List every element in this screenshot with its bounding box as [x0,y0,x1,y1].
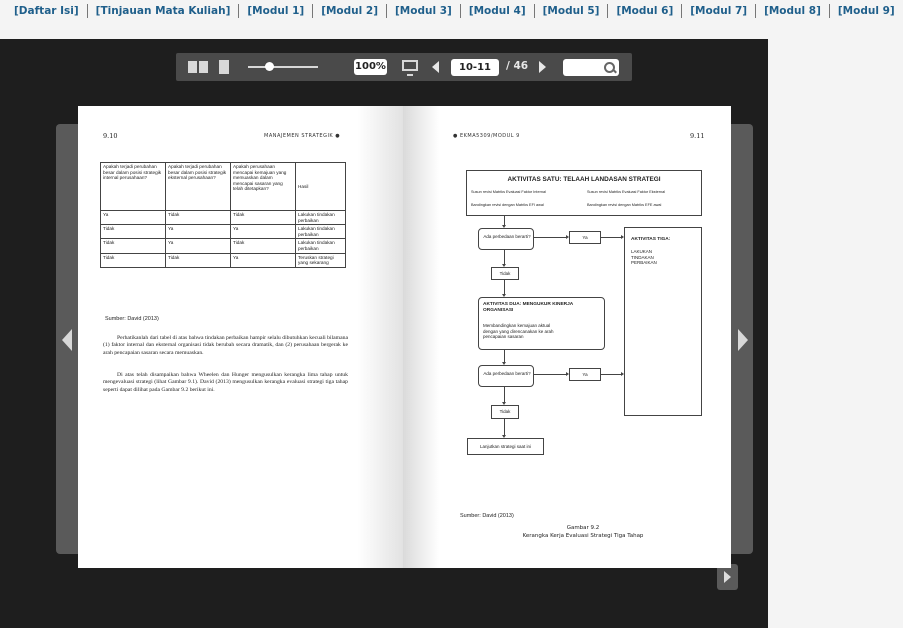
table-header: Apakah perusahaan mencapai kemajuan yang memuaskan dalam mencapai sasaran yang telah ditetapkan? [231,163,296,211]
arrow-head [621,372,624,376]
end-label: Lanjutkan strategi saat ini [479,444,532,449]
end-box [467,438,544,455]
body-paragraph: Perhatikanlah dari tabel di atas bahwa tindakan perbaikan hampir selalu dibutuhkan kecuali bilamana (1) faktor internal dan eksternal organisasi tidak berubah secara dramatik, dan (2) perusahaan bergerak ke arah pencapaian sasaran secara memuaskan. [103,335,348,356]
table-header-row [101,163,346,211]
left-page [78,106,403,568]
table-cell: Ya [231,225,296,239]
no-box [491,267,519,280]
flipbook-viewer [0,39,768,628]
table-header: Apakah terjadi perubahan besar dalam posisi strategik internal perusahaan? [101,163,166,211]
zoom-slider-handle[interactable] [265,62,274,71]
running-head-left: MANAJEMEN STRATEGIK ● [264,133,341,139]
table-header: Apakah terjadi perubahan besar dalam posisi strategik eksternal perusahaan? [166,163,231,211]
decision-text: Ada perbedaan berarti? [483,371,531,376]
table-cell: Lakukan tindakan perbaikan [296,225,346,239]
table-cell: Tidak [101,253,166,267]
yes-box [569,368,601,381]
fullscreen-icon[interactable] [402,60,418,71]
activity-one-title: AKTIVITAS SATU: TELAAH LANDASAN STRATEGI [507,176,661,183]
table-cell: Lakukan tindakan perbaikan [296,239,346,253]
table-row [101,225,346,239]
yes-label: Ya [582,372,588,377]
table-cell: Tidak [101,239,166,253]
flow-line [504,419,505,436]
page-total: / 46 [506,60,529,72]
activity-one-text: Bandingkan revisi dengan Matriks EFI awal [471,203,544,207]
nav-link-modul-6[interactable]: [Modul 6] [607,4,681,18]
right-page [403,106,731,568]
flow-line [504,280,505,295]
table-cell: Ya [101,211,166,225]
single-page-icon[interactable] [219,60,229,74]
table-cell: Ya [166,239,231,253]
no-label: Tidak [499,409,511,414]
table-cell: Ya [231,253,296,267]
flow-line [601,374,622,375]
flow-line [534,374,567,375]
zoom-level[interactable]: 100% [354,59,387,75]
evaluation-table [100,162,346,268]
table-row [101,253,346,267]
page-number-right: 9.11 [690,132,705,140]
activity-two-box [478,297,605,350]
activity-one-text: Susun revisi Matriks Evaluasi Faktor Internal [471,190,546,194]
search-input[interactable] [563,59,601,76]
nav-link-modul-3[interactable]: [Modul 3] [386,4,460,18]
flow-line [504,250,505,265]
next-arrow-icon[interactable] [539,61,546,73]
body-paragraph: Di atas telah disampaikan bahwa Wheelen dan Hunger mengusulkan kerangka lima tahap untuk mengevaluasi strategi (lihat Gambar 9.1). David (2013) mengusulkan kerangka evaluasi strategi tiga tahap seperti dapat dilihat pada Gambar 9.2 berikut ini. [103,372,348,393]
nav-link-modul-1[interactable]: [Modul 1] [238,4,312,18]
thumbnails-icon[interactable] [188,61,208,73]
search-icon[interactable] [601,59,619,76]
table-cell: Teruskan strategi yang sekarang [296,253,346,267]
activity-three-body: LAKUKAN TINDAKAN PERBAIKAN [631,249,657,265]
activity-one-text: Bandingkan revisi dengan Matriks EFE awal [587,203,662,207]
figure-caption-number: Gambar 9.2 [566,525,600,531]
module-nav-bar [0,0,895,18]
flow-line [504,387,505,403]
figure-caption-title: Kerangka Kerja Evaluasi Strategi Tiga Tahap [522,533,644,539]
table-header: Hasil [296,163,346,211]
play-icon [724,571,731,583]
prev-arrow-icon[interactable] [432,61,439,73]
activity-three-box [624,227,702,416]
flow-line [601,237,622,238]
nav-link-modul-9[interactable]: [Modul 9] [829,4,903,18]
table-cell: Tidak [166,211,231,225]
table-cell: Tidak [231,239,296,253]
prev-page-button[interactable] [56,124,78,554]
decision-box [478,365,534,387]
yes-label: Ya [582,235,588,240]
table-row [101,211,346,225]
table-source: Sumber: David (2013) [105,316,159,322]
table-row [101,239,346,253]
decision-box [478,228,534,250]
activity-three-title: AKTIVITAS TIGA: [631,237,671,242]
nav-link-modul-7[interactable]: [Modul 7] [681,4,755,18]
activity-two-title: AKTIVITAS DUA: MENGUKUR KINERJA ORGANISASI [483,302,574,313]
table-cell: Tidak [231,211,296,225]
nav-link-modul-8[interactable]: [Modul 8] [755,4,829,18]
nav-link-daftar-isi[interactable]: [Daftar Isi] [14,5,79,17]
chevron-left-icon [62,329,72,351]
module-nav-links [0,4,903,18]
no-box [491,405,519,419]
nav-link-modul-4[interactable]: [Modul 4] [460,4,534,18]
yes-box [569,231,601,244]
nav-link-tinjauan[interactable]: [Tinjauan Mata Kuliah] [87,4,239,18]
zoom-slider[interactable] [248,66,318,68]
table-cell: Tidak [166,253,231,267]
table-cell: Tidak [101,225,166,239]
figure-source: Sumber: David (2013) [460,513,514,519]
activity-one-box [466,170,702,216]
table-cell: Ya [166,225,231,239]
table-cell: Lakukan tindakan perbaikan [296,211,346,225]
flow-line [534,237,567,238]
nav-link-modul-2[interactable]: [Modul 2] [312,4,386,18]
running-head-right: ● EKMA5309/MODUL 9 [453,133,520,139]
nav-link-modul-5[interactable]: [Modul 5] [534,4,608,18]
next-page-button[interactable] [731,124,753,554]
no-label: Tidak [499,271,511,276]
activity-two-body: Membandingkan kemajuan aktual dengan yang direncanakan ke arah pencapaian sasaran [483,323,554,339]
chevron-right-icon [738,329,748,351]
decision-text: Ada perbedaan berarti? [483,234,531,239]
activity-one-text: Susun revisi Matriks Evaluasi Faktor Eksternal [587,190,666,194]
page-number-left: 9.10 [103,132,118,140]
page-number-input[interactable] [451,59,499,76]
viewer-toolbar [176,53,632,81]
